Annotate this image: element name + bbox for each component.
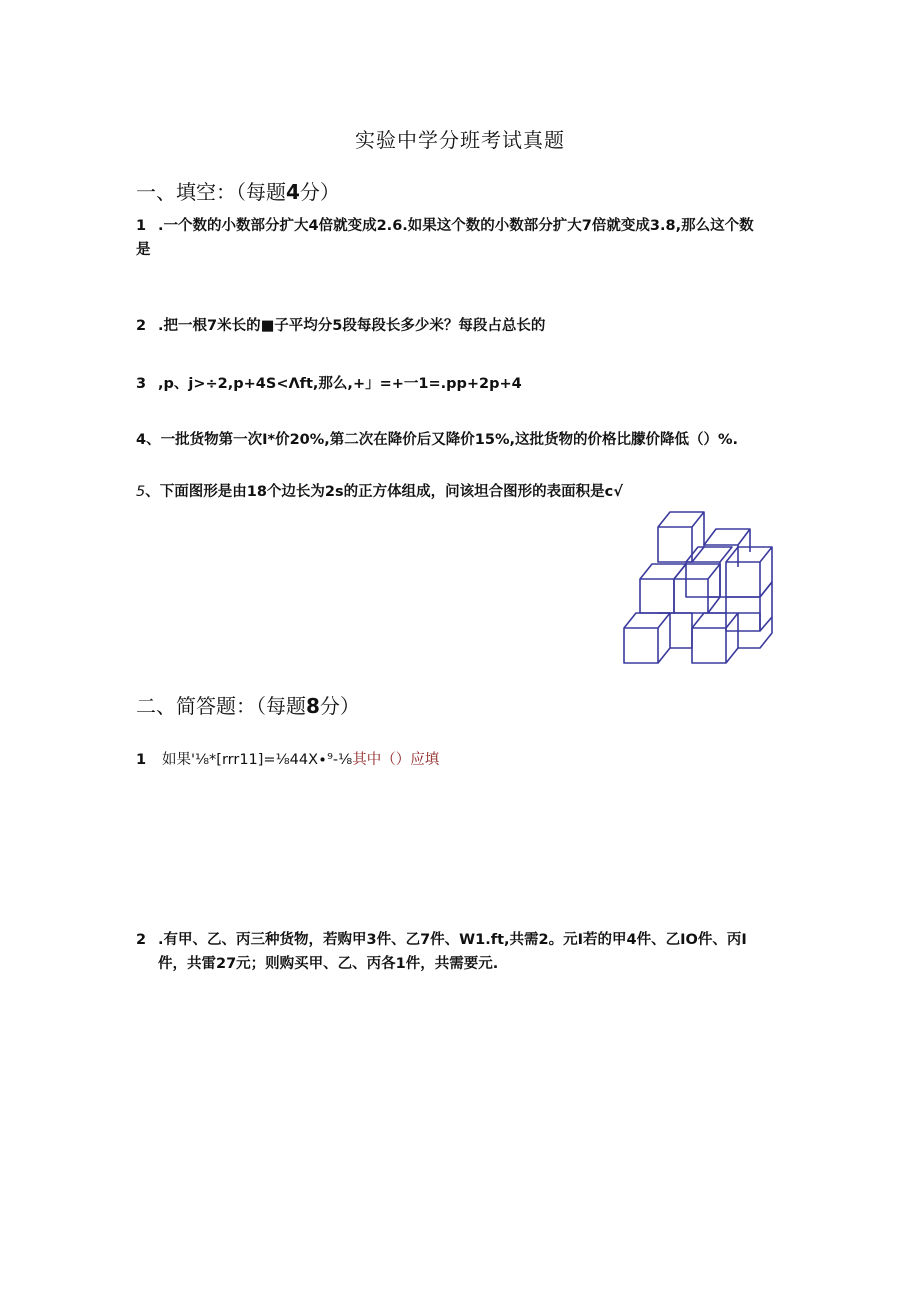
cube-stack-icon <box>618 507 786 671</box>
short-answer-question-2 <box>136 928 786 976</box>
question-text: .把一根7米长的■子平均分5段每段长多少米？每段占总长的 <box>158 318 546 334</box>
question-1 <box>136 214 786 262</box>
question-text-red: 其中（）应填 <box>352 752 440 768</box>
section-heading-fill-blank: 一、填空：（每题4分） <box>136 180 340 204</box>
section-heading-short-answer: 二、简答题：（每题8分） <box>136 694 360 718</box>
question-3 <box>136 372 786 396</box>
question-text: ,p、j>÷2,p+4S<Λft,那么,+」=+一1=.pp+2p+4 <box>158 376 522 392</box>
question-number: 4 <box>136 432 147 448</box>
question-text-continued: 件，共雷27元；则购买甲、乙、丙各1件，共需要元. <box>158 956 499 972</box>
question-text: 如果'⅛*[rrr11]=⅛44X∙⁹-⅛ <box>162 752 353 768</box>
question-number: 2 <box>136 932 147 948</box>
question-text: .有甲、乙、丙三种货物，若购甲3件、乙7件、W1.ft,共需2。元I若的甲4件、乙IO件、丙I <box>158 932 747 948</box>
cube-stack-figure <box>618 507 786 671</box>
question-number: 2 <box>136 318 147 334</box>
question-2 <box>136 314 786 338</box>
question-number: 1 <box>136 752 147 768</box>
short-answer-question-1 <box>136 748 786 772</box>
question-number: 1 <box>136 218 147 234</box>
question-text: 、下面图形是由18个边长为2s的正方体组成，问该坦合图形的表面积是c√ <box>145 484 623 500</box>
question-number: 5 <box>136 484 146 500</box>
question-4 <box>136 428 786 452</box>
question-text-continued: 是 <box>136 242 151 258</box>
question-number: 3 <box>136 376 147 392</box>
question-text: .一个数的小数部分扩大4倍就变成2.6.如果这个数的小数部分扩大7倍就变成3.8,那么这个数 <box>158 218 754 234</box>
page-title: 实验中学分班考试真题 <box>355 128 565 152</box>
question-5 <box>136 480 786 504</box>
question-text: 、一批货物第一次I*价20%,第二次在降价后又降价15%,这批货物的价格比朦价降低（）%. <box>146 432 739 448</box>
